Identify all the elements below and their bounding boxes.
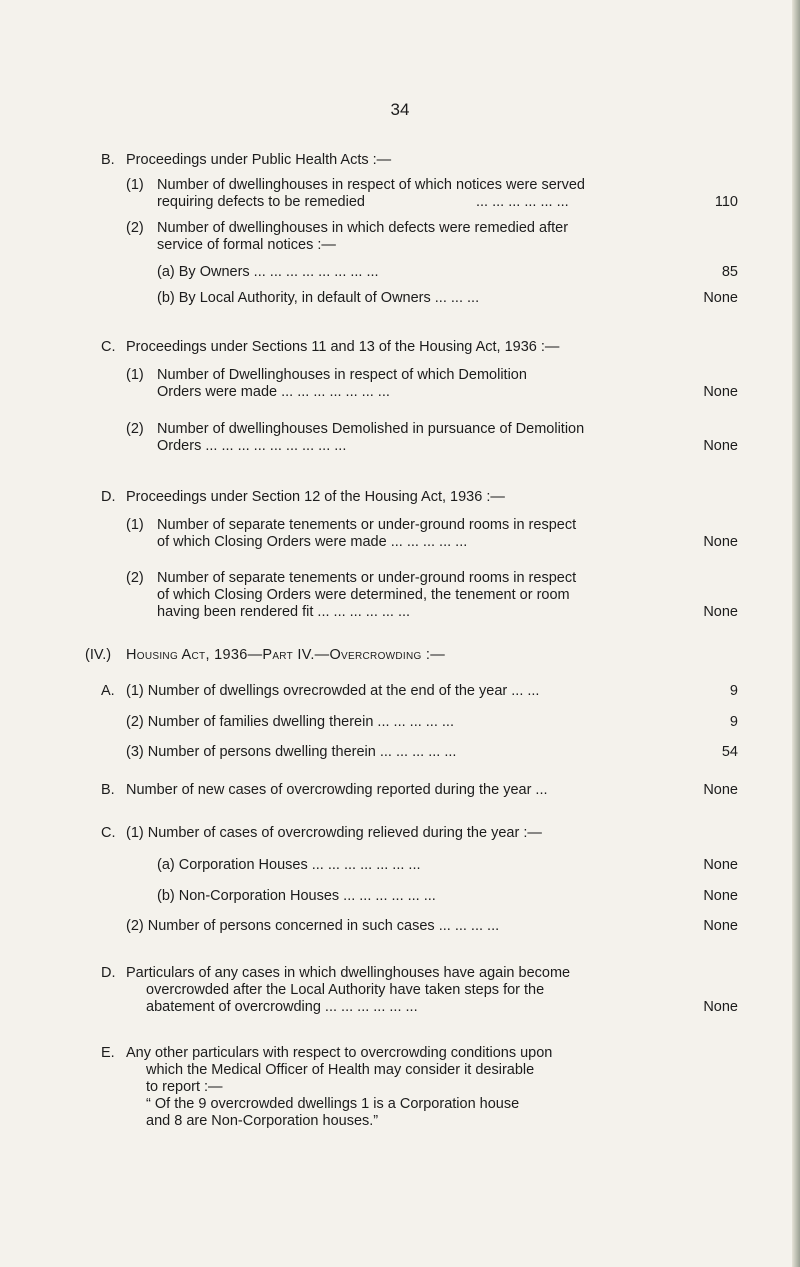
item-label: (2) Number of persons concerned in such cases ... ... ... ... [126, 918, 500, 934]
item-value: 85 [721, 264, 738, 280]
item-value: 9 [729, 683, 738, 699]
page-number: 34 [390, 100, 410, 119]
section-heading: Proceedings under Sections 11 and 13 of the Housing Act, 1936 :— [126, 339, 560, 355]
item-text: having been rendered fit ... ... ... ... ... ... [157, 604, 411, 620]
section-marker: (IV.) [85, 647, 112, 663]
item-value: None [703, 604, 738, 620]
item-value: None [703, 888, 738, 904]
item-number: (1) [126, 177, 144, 193]
item-value: 110 [714, 194, 738, 210]
subsection-marker: B. [101, 782, 115, 798]
item-text: requiring defects to be remedied [157, 194, 365, 210]
item-number: (2) [126, 220, 144, 236]
item-text: Orders ... ... ... ... ... ... ... ... ... [157, 438, 347, 454]
item-label: (3) Number of persons dwelling therein ... ... ... ... ... [126, 744, 457, 760]
section-marker: C. [101, 339, 116, 355]
page-edge-shadow [792, 0, 800, 1267]
item-text: overcrowded after the Local Authority have taken steps for the [146, 982, 545, 998]
item-text: Orders were made ... ... ... ... ... ... ... [157, 384, 390, 400]
item-text: abatement of overcrowding ... ... ... ... ... ... [146, 999, 418, 1015]
item-label: Number of new cases of overcrowding reported during the year ... [126, 782, 548, 798]
item-value: None [703, 534, 738, 550]
item-label: (1) Number of cases of overcrowding relieved during the year :— [126, 825, 542, 841]
item-text: Particulars of any cases in which dwellinghouses have again become [126, 965, 571, 981]
item-number: (2) [126, 570, 144, 586]
subitem-label: (a) By Owners ... ... ... ... ... ... ... ... [157, 264, 379, 280]
item-text: service of formal notices :— [157, 237, 336, 253]
item-value: None [703, 782, 738, 798]
item-value: None [703, 857, 738, 873]
quote-text: “ Of the 9 overcrowded dwellings 1 is a Corporation house [146, 1096, 520, 1112]
item-number: (1) [126, 517, 144, 533]
item-text: of which Closing Orders were determined, the tenement or room [157, 587, 570, 603]
item-text: Number of Dwellinghouses in respect of which Demolition [157, 367, 527, 383]
section-marker: B. [101, 152, 115, 168]
item-value: 54 [721, 744, 738, 760]
item-text: Number of separate tenements or under-ground rooms in respect [157, 517, 577, 533]
item-label: (2) Number of families dwelling therein ... ... ... ... ... [126, 714, 454, 730]
item-text: which the Medical Officer of Health may consider it desirable [146, 1062, 535, 1078]
subsection-marker: A. [101, 683, 115, 699]
item-number: (1) [126, 367, 144, 383]
item-text: Number of dwellinghouses in which defects were remedied after [157, 220, 569, 236]
item-text: to report :— [146, 1079, 223, 1095]
item-text: Number of dwellinghouses Demolished in pursuance of Demolition [157, 421, 585, 437]
item-value: None [703, 438, 738, 454]
item-value: 9 [729, 714, 738, 730]
subsection-marker: C. [101, 825, 116, 841]
item-text: Number of dwellinghouses in respect of which notices were served [157, 177, 585, 193]
item-label: (1) Number of dwellings ovrecrowded at the end of the year ... ... [126, 683, 540, 699]
subitem-label: (a) Corporation Houses ... ... ... ... ... ... ... [157, 857, 421, 873]
quote-text: and 8 are Non-Corporation houses.” [146, 1113, 379, 1129]
section-marker: D. [101, 489, 116, 505]
subsection-marker: E. [101, 1045, 115, 1061]
section-heading: Proceedings under Section 12 of the Housing Act, 1936 :— [126, 489, 505, 505]
section-heading: Housing Act, 1936—Part IV.—Overcrowding :— [126, 647, 446, 663]
item-value: None [703, 999, 738, 1015]
item-text: Any other particulars with respect to overcrowding conditions upon [126, 1045, 553, 1061]
item-value: None [703, 290, 738, 306]
subitem-label: (b) By Local Authority, in default of Owners ... ... ... [157, 290, 480, 306]
subitem-label: (b) Non-Corporation Houses ... ... ... ... ... ... [157, 888, 436, 904]
section-heading: Proceedings under Public Health Acts :— [126, 152, 392, 168]
item-text: of which Closing Orders were made ... ... ... ... ... [157, 534, 468, 550]
item-text: Number of separate tenements or under-ground rooms in respect [157, 570, 577, 586]
item-value: None [703, 918, 738, 934]
subsection-marker: D. [101, 965, 116, 981]
item-value: None [703, 384, 738, 400]
item-number: (2) [126, 421, 144, 437]
leader-dots: ... ... ... ... ... ... [476, 194, 569, 210]
